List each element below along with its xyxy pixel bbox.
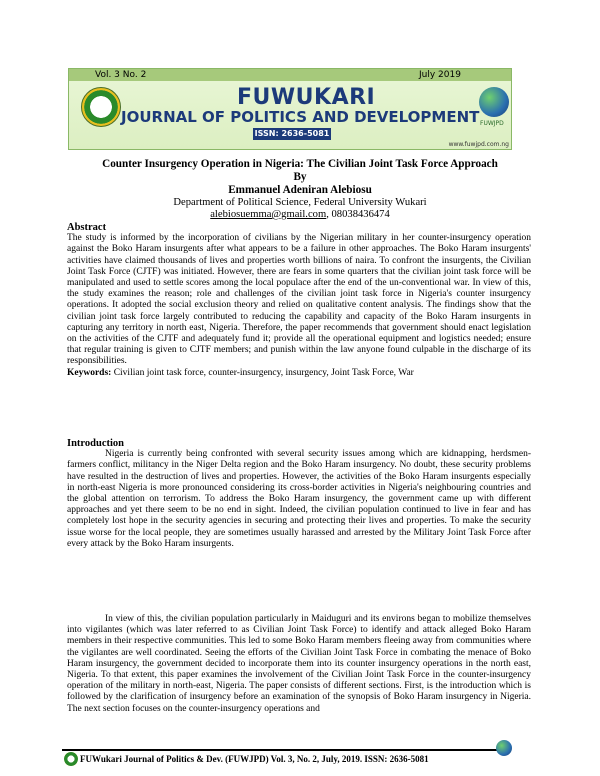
footer-citation: FUWukari Journal of Politics & Dev. (FUWJPD) Vol. 3, No. 2, July, 2019. ISSN: 2636-5081 [80, 754, 429, 764]
footer-university-logo-icon [64, 752, 78, 766]
author-name: Emmanuel Adeniran Alebiosu [228, 184, 372, 196]
paper-title: Counter Insurgency Operation in Nigeria: The Civilian Joint Task Force Approach [102, 158, 498, 170]
journal-title-sub: JOURNAL OF POLITICS AND DEVELOPMENT [121, 108, 480, 126]
author-phone: , 08038436474 [326, 209, 390, 220]
footer-globe-icon [496, 740, 512, 756]
keywords-line [67, 368, 531, 379]
author-affiliation: Department of Political Science, Federal University Wukari [173, 197, 427, 208]
journal-abbrev: FUWJPD [480, 120, 504, 127]
footer-rule [62, 749, 497, 751]
keywords-text: Civilian joint task force, counter-insurgency, insurgency, Joint Task Force, War [111, 367, 414, 378]
intro-paragraph-1: Nigeria is currently being confronted with several security issues among which are kidnapping, herdsmen-farmers conflict, militancy in the Niger Delta region and the Boko Haram insurgency. No doubt, these security problems have resulted in the destruction of lives and properties. However, the activities of the Boko Haram insurgents especially in north-east Nigeria is more pronounced considering its cross-border activities in Nigeria's neighbouring countries and the global attention on terrorism. To address the Boko Haram insurgency, the government came up with different approaches and yet there seem to be no end in sight. Indeed, the civilian population continued to live in fear and has completely lost hope in the security agencies in securing and protecting their lives and properties. To make the security issue worse for the local people, they are sometimes usually harassed and arrested by the Military Joint Task Force after every attack by the Boko Haram insurgents. [67, 449, 531, 549]
introduction-continued [67, 614, 531, 715]
globe-logo-icon [479, 87, 509, 117]
abstract-section [67, 222, 531, 379]
journal-website: www.fuwjpd.com.ng [448, 141, 509, 148]
by-line: By [293, 171, 307, 183]
journal-title-main: FUWUKARI [237, 85, 376, 110]
abstract-body: The study is informed by the incorporation of civilians by the Nigerian military in her counter-insurgency operation against the Boko Haram insurgents after what appears to be a failure in other approaches. The Boko Haram insurgents' activities have claimed thousands of lives and properties worth billions of naira. To confront the insurgents, the Civilian Joint Task Force (CJTF) was initiated. However, there are fears in some quarters that the civilian joint task force will be manipulated and used to settle scores among the local populace after the end of the un-conventional war. In view of this, the study examines the reason; role and challenges of the civilian joint task force in Nigeria's counter insurgency operations. It adopted the social exclusion theory and relied on qualitative content analysis. The findings show that the civilian joint task force largely contributed to reducing the capability and capacity of the Boko Haram insurgents in capturing any territory in north east, Nigeria. Therefore, the paper recommends that government should enact legislation on the activities of the CJTF and adequately fund it; provide all the operational equipment and logistics needed; ensure that regular training is given to CJTF members; and punish within the law anyone found culpable in the discharge of its responsibilities. [67, 233, 531, 367]
introduction-heading: Introduction [67, 438, 124, 449]
contact-line [0, 209, 600, 221]
issn-badge: ISSN: 2636-5081 [254, 129, 330, 138]
volume-label: Vol. 3 No. 2 [95, 70, 147, 80]
paper-header [0, 158, 600, 221]
intro-paragraph-2: In view of this, the civilian population particularly in Maiduguri and its environs began to mobilize themselves into vigilantes (which was later referred to as Civilian Joint Task Force) to identify and attack alleged Boko Haram members in their respective communities. This led to some Boko Haram members fleeing away from communities where the vigilantes are well coordinated. Seeing the efforts of the Civilian Joint Task Force in combating the menace of Boko Haram insurgency, the government decided to incorporate them into its counter insurgency operations in the north east, Nigeria. To that extent, this paper examines the involvement of the Civilian Joint Task Force in the counter-insurgency operation of the military in north-east, Nigeria. The paper consists of different sections. First, is the introduction which is followed by the clarification of insurgency before an examination of the synopsis of Boko Haram insurgency in Nigeria. The next section focuses on the counter-insurgency operations and [67, 614, 531, 714]
issue-date: July 2019 [419, 70, 461, 80]
university-logo-icon [81, 87, 121, 127]
introduction-section [67, 438, 531, 550]
author-email[interactable]: alebiosuemma@gmail.com [210, 209, 327, 220]
journal-banner [68, 68, 512, 150]
keywords-label: Keywords: [67, 367, 112, 378]
abstract-heading: Abstract [67, 222, 107, 233]
